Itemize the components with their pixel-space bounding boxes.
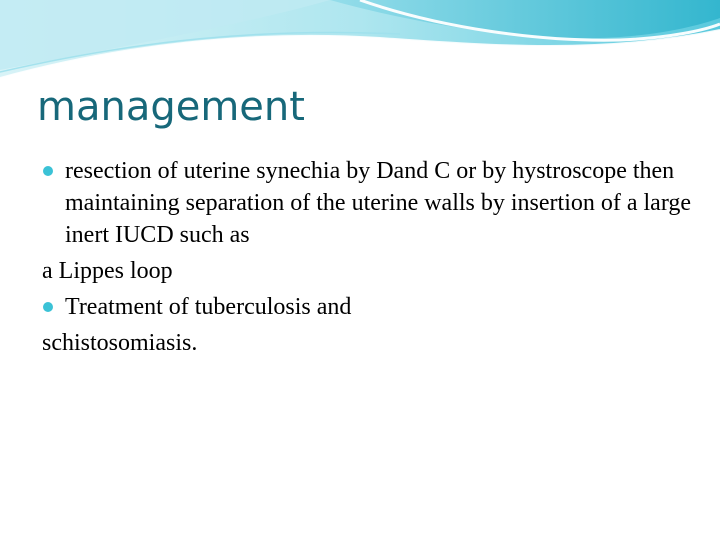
continuation-text: schistosomiasis. bbox=[42, 330, 198, 356]
slide-body bbox=[42, 155, 702, 363]
slide-title: management bbox=[37, 84, 305, 130]
filled-circle-bullet-icon bbox=[43, 302, 53, 312]
bullet-text: resection of uterine synechia by Dand C or by hystroscope then maintaining separation of the uterine walls by insertion of a large inert IUCD such as bbox=[65, 158, 692, 248]
continuation-text: a Lippes loop bbox=[42, 258, 173, 284]
bullet-item bbox=[42, 291, 702, 323]
filled-circle-bullet-icon bbox=[43, 166, 53, 176]
bullet-text: Treatment of tuberculosis and bbox=[65, 294, 352, 320]
bullet-item bbox=[42, 155, 702, 251]
